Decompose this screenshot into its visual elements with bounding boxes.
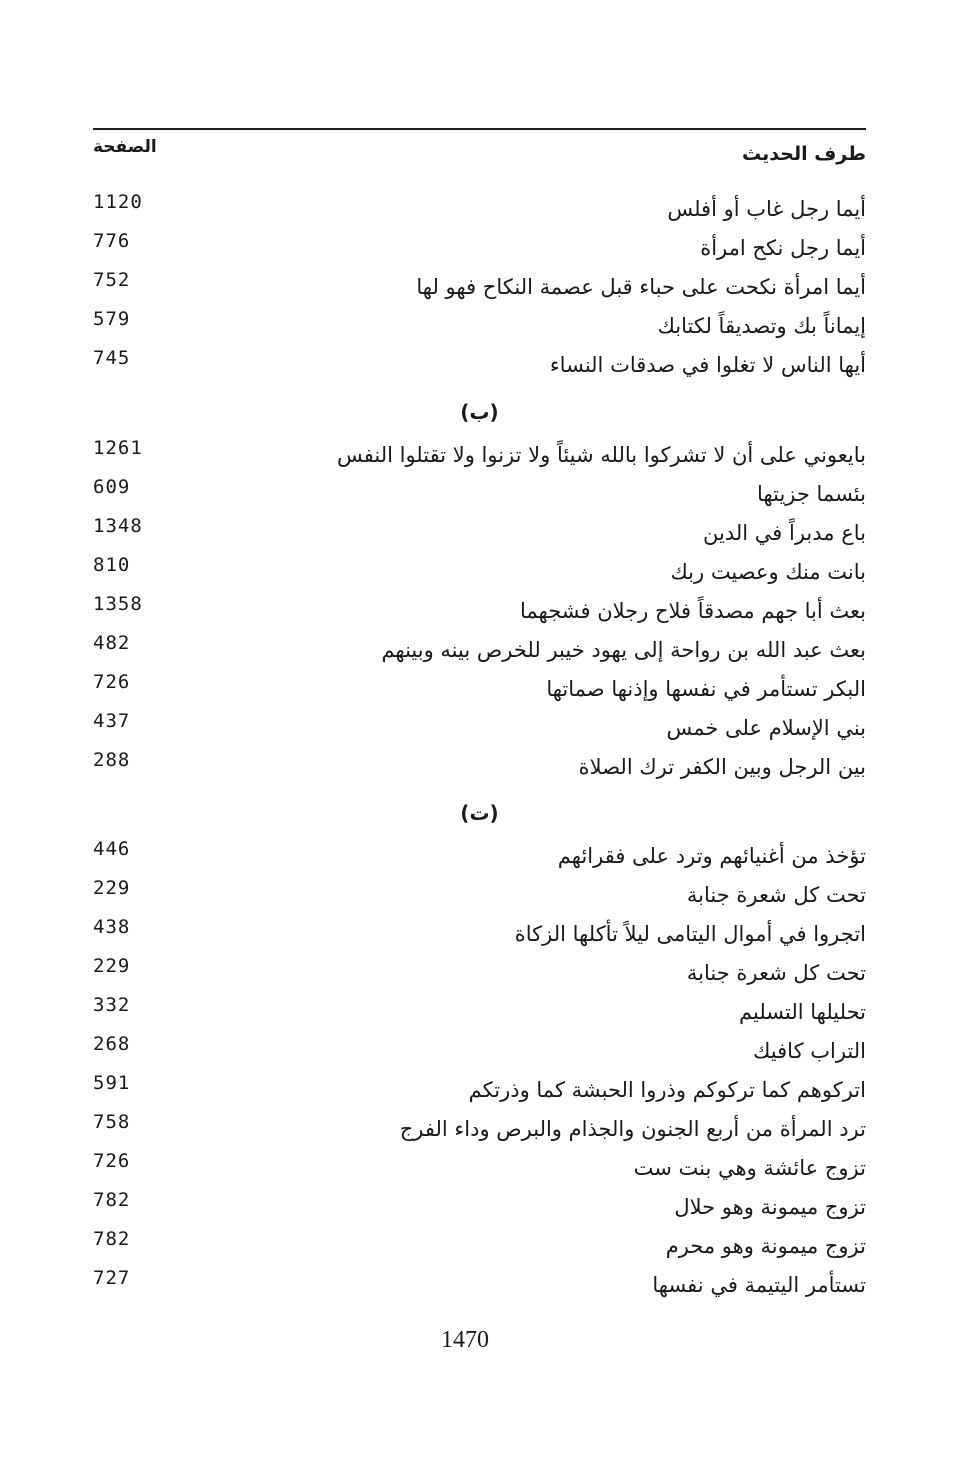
table-row xyxy=(93,1072,866,1110)
page-ref: 1348 xyxy=(93,515,143,537)
table-row xyxy=(93,916,866,954)
header-rule xyxy=(93,128,866,130)
hadith-text: أيها الناس لا تغلوا في صدقات النساء xyxy=(549,353,866,377)
table-row xyxy=(93,308,866,346)
section-heading-ta: (ت) xyxy=(460,801,499,825)
table-row xyxy=(93,554,866,592)
hadith-text: بئسما جزيتها xyxy=(757,482,866,506)
page-ref: 482 xyxy=(93,632,131,654)
hadith-text: اتجروا في أموال اليتامى ليلاً تأكلها الزكاة xyxy=(514,922,866,946)
hadith-text: بعث أبا جهم مصدقاً فلاح رجلان فشجهما xyxy=(519,599,866,623)
hadith-text: أيما رجل غاب أو أفلس xyxy=(667,197,866,221)
table-row xyxy=(93,1150,866,1188)
table-row xyxy=(93,1267,866,1305)
page-ref: 1358 xyxy=(93,593,143,615)
page-ref: 726 xyxy=(93,1150,131,1172)
page-ref: 288 xyxy=(93,749,131,771)
page-ref: 776 xyxy=(93,230,131,252)
hadith-text: تحت كل شعرة جنابة xyxy=(686,961,866,985)
hadith-text: تزوج ميمونة وهو حلال xyxy=(674,1195,866,1219)
table-row xyxy=(93,955,866,993)
table-row xyxy=(93,1189,866,1227)
table-row xyxy=(93,269,866,307)
table-row xyxy=(93,710,866,748)
hadith-text: تحت كل شعرة جنابة xyxy=(686,883,866,907)
page-number: 1470 xyxy=(441,1327,489,1353)
hadith-text: تحليلها التسليم xyxy=(739,1000,866,1024)
hadith-text: بايعوني على أن لا تشركوا بالله شيئاً ولا تزنوا ولا تقتلوا النفس xyxy=(336,443,866,467)
table-row xyxy=(93,671,866,709)
table-row xyxy=(93,1228,866,1266)
table-row xyxy=(93,994,866,1032)
page-ref: 332 xyxy=(93,994,131,1016)
page-ref: 810 xyxy=(93,554,131,576)
page-ref: 229 xyxy=(93,877,131,899)
page-ref: 268 xyxy=(93,1033,131,1055)
table-row xyxy=(93,515,866,553)
hadith-text: التراب كافيك xyxy=(753,1039,866,1063)
page-ref: 579 xyxy=(93,308,131,330)
page-ref: 727 xyxy=(93,1267,131,1289)
page-column-heading: الصفحة xyxy=(93,137,157,157)
page-ref: 782 xyxy=(93,1228,131,1250)
hadith-text: باع مدبراً في الدين xyxy=(703,521,866,545)
table-row xyxy=(93,593,866,631)
table-row xyxy=(93,191,866,229)
page-ref: 438 xyxy=(93,916,131,938)
hadith-text: ترد المرأة من أربع الجنون والجذام والبرص وداء الفرج xyxy=(399,1117,866,1141)
hadith-text: أيما امرأة نكحت على حباء قبل عصمة النكاح فهو لها xyxy=(416,275,866,299)
table-row xyxy=(93,1111,866,1149)
hadith-text: البكر تستأمر في نفسها وإذنها صماتها xyxy=(546,677,866,701)
page-ref: 745 xyxy=(93,347,131,369)
hadith-text: بعث عبد الله بن رواحة إلى يهود خيبر للخرص بينه وبينهم xyxy=(381,638,866,662)
table-row xyxy=(93,347,866,385)
table-row xyxy=(93,476,866,514)
page-ref: 782 xyxy=(93,1189,131,1211)
table-row xyxy=(93,632,866,670)
hadith-text: تؤخذ من أغنيائهم وترد على فقرائهم xyxy=(557,844,866,868)
page-ref: 726 xyxy=(93,671,131,693)
page-ref: 1261 xyxy=(93,437,143,459)
table-row xyxy=(93,437,866,475)
page-ref: 758 xyxy=(93,1111,131,1133)
table-row xyxy=(93,230,866,268)
hadith-text: بانت منك وعصيت ربك xyxy=(670,560,866,584)
table-header xyxy=(93,137,866,177)
hadith-column-heading: طرف الحديث xyxy=(742,143,866,165)
hadith-text: اتركوهم كما تركوكم وذروا الحبشة كما وذرتكم xyxy=(468,1078,866,1102)
page-ref: 1120 xyxy=(93,191,143,213)
hadith-text: أيما رجل نكح امرأة xyxy=(700,236,866,260)
section-heading-ba: (ب) xyxy=(460,400,499,424)
table-row xyxy=(93,749,866,787)
page-ref: 437 xyxy=(93,710,131,732)
page-ref: 446 xyxy=(93,838,131,860)
page-ref: 591 xyxy=(93,1072,131,1094)
page-ref: 752 xyxy=(93,269,131,291)
table-row xyxy=(93,877,866,915)
hadith-text: إيماناً بك وتصديقاً لكتابك xyxy=(657,314,866,338)
hadith-text: تزوج ميمونة وهو محرم xyxy=(665,1234,866,1258)
hadith-text: تزوج عائشة وهي بنت ست xyxy=(633,1156,866,1180)
page-ref: 229 xyxy=(93,955,131,977)
hadith-text: بني الإسلام على خمس xyxy=(666,716,866,740)
hadith-text: بين الرجل وبين الكفر ترك الصلاة xyxy=(578,755,866,779)
table-row xyxy=(93,1033,866,1071)
page-ref: 609 xyxy=(93,476,131,498)
table-row xyxy=(93,838,866,876)
hadith-text: تستأمر اليتيمة في نفسها xyxy=(652,1273,866,1297)
